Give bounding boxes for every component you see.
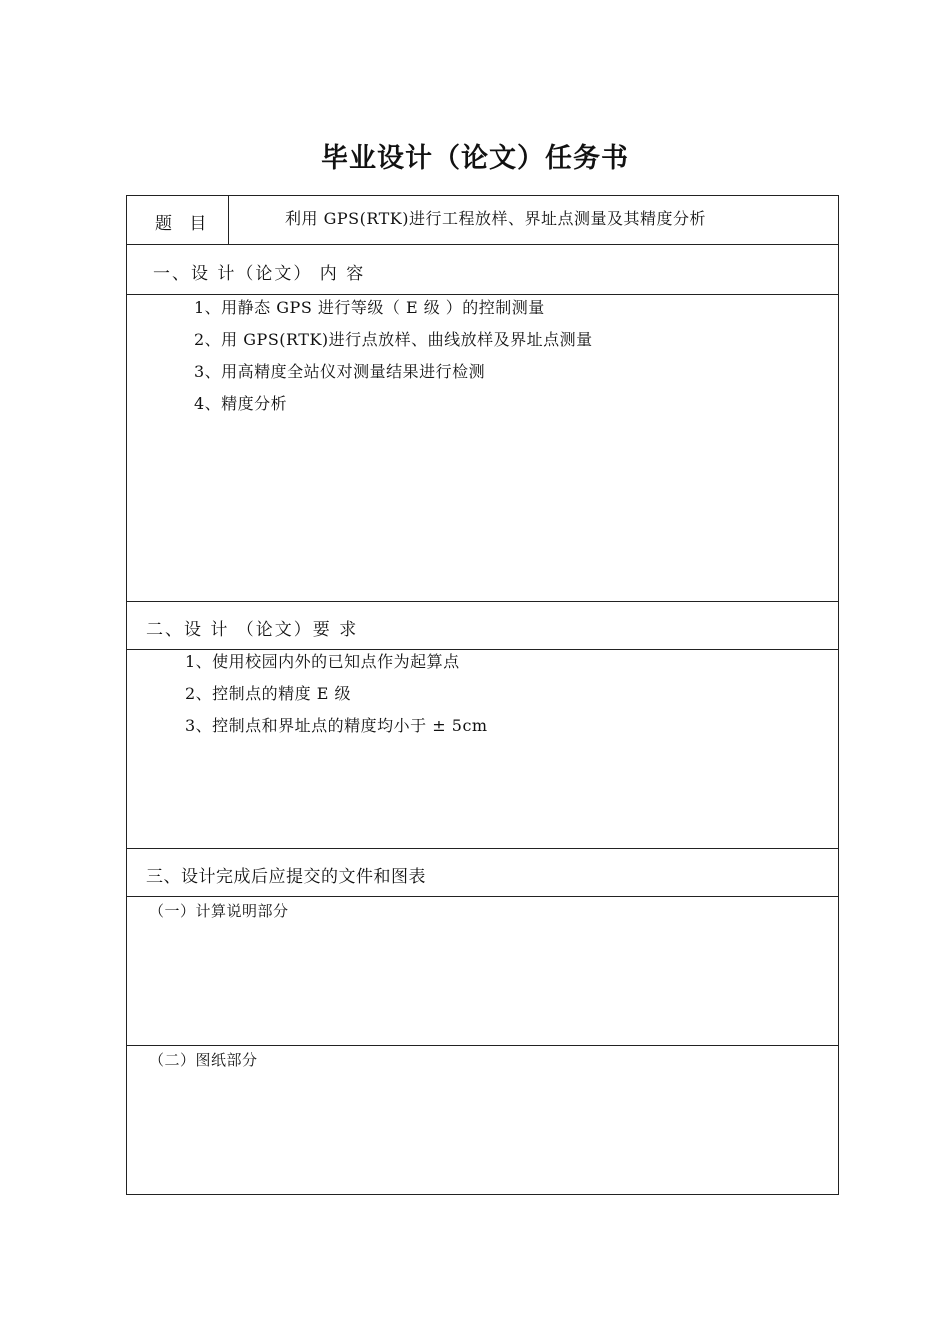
row-divider <box>127 848 838 849</box>
row-divider <box>127 244 838 245</box>
list-item: 3、用高精度全站仪对测量结果进行检测 <box>194 362 486 381</box>
row-divider <box>127 1045 838 1046</box>
section3-header: 三、设计完成后应提交的文件和图表 <box>146 867 426 887</box>
subject-column-divider <box>228 196 229 244</box>
subject-label: 题 目 <box>155 214 213 234</box>
calculation-notes-label: （一）计算说明部分 <box>149 902 289 920</box>
row-divider <box>127 601 838 602</box>
task-form-table <box>126 195 839 1195</box>
document-title: 毕业设计（论文）任务书 <box>321 143 629 174</box>
section1-content-list <box>194 296 593 424</box>
row-divider <box>127 896 838 897</box>
section2-header: 二、设 计 （论文）要 求 <box>146 620 359 640</box>
list-item: 2、控制点的精度 E 级 <box>185 684 352 703</box>
list-item: 1、用静态 GPS 进行等级（ E 级 ）的控制测量 <box>194 298 545 317</box>
drawings-label: （二）图纸部分 <box>149 1051 258 1069</box>
subject-value: 利用 GPS(RTK)进行工程放样、界址点测量及其精度分析 <box>285 209 706 228</box>
list-item: 3、控制点和界址点的精度均小于 ± 5cm <box>185 716 488 735</box>
row-divider <box>127 294 838 295</box>
section2-content-list <box>185 650 488 746</box>
list-item: 4、精度分析 <box>194 394 288 413</box>
list-item: 1、使用校园内外的已知点作为起算点 <box>185 652 460 671</box>
list-item: 2、用 GPS(RTK)进行点放样、曲线放样及界址点测量 <box>194 330 593 349</box>
section1-header: 一、设 计（论文） 内 容 <box>153 264 366 284</box>
